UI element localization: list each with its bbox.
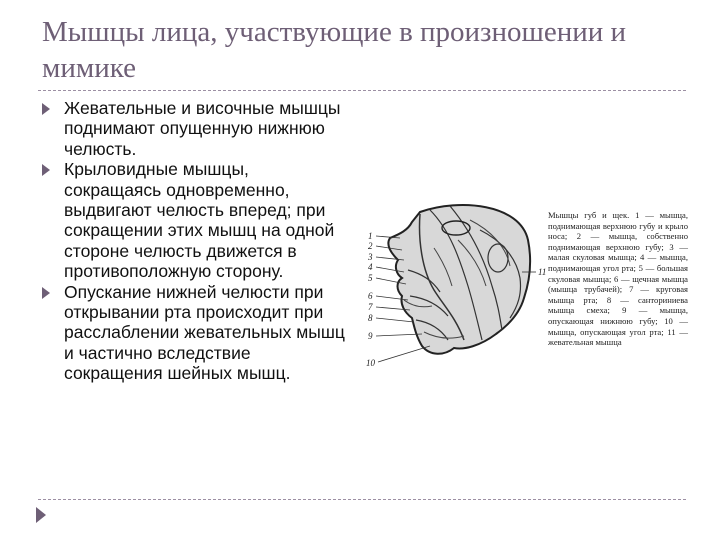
slide-title: Мышцы лица, участвующие в произношении и мимике (42, 16, 627, 84)
figure-label: 2 (368, 241, 373, 251)
footer-divider (38, 499, 686, 500)
bullet-arrow-icon (42, 103, 50, 115)
figure-label: 9 (368, 331, 373, 341)
corner-arrow-icon (36, 507, 46, 523)
figure-label: 1 (368, 231, 373, 241)
figure-label: 7 (368, 302, 373, 312)
bullet-text: Жевательные и височные мышцы поднимают опущенную нижнюю челюсть. (64, 98, 341, 159)
bullet-item (40, 98, 350, 159)
figure-label: 10 (366, 358, 375, 368)
bullet-text: Крыловидные мышцы, сокращаясь одновременно, выдвигают челюсть вперед; при сокращении этих мышц на одной стороне челюсть движется в противоположную сторону. (64, 159, 335, 282)
figure-label: 6 (368, 291, 373, 301)
figure-label: 11 (538, 267, 547, 277)
figure-label: 3 (368, 252, 373, 262)
bullet-item (40, 159, 350, 281)
figure-label: 8 (368, 313, 373, 323)
figure-label: 5 (368, 273, 373, 283)
figure-caption: Мышцы губ и щек. 1 — мышца, поднимающая верхнюю губу и крыло носа; 2 — мышца, собственно поднимающая верхнюю губу; 3 — малая скуловая мышца; 4 — мышца, поднимающая угол рта; 5 — большая скуловая мышца; 6 — щечная мышца (мышца трубачей); 7 — круговая мышца рта; 8 — санториниева мышца смеха; 9 — мышца, опускающая нижнюю губу; 10 — мышца, опускающая угол рта; 11 — жевательная мышца (548, 210, 688, 348)
title-divider (38, 90, 686, 91)
bullet-arrow-icon (42, 164, 50, 176)
bullet-text: Опускание нижней челюсти при открывании рта происходит при расслаблении жевательных мышц и частично вследствие сокращения шейных мышц. (64, 281, 345, 384)
head-drawing (388, 205, 530, 354)
bullet-list (40, 98, 350, 384)
bullet-item (40, 282, 350, 384)
bullet-arrow-icon (42, 287, 50, 299)
figure-label: 4 (368, 262, 373, 272)
